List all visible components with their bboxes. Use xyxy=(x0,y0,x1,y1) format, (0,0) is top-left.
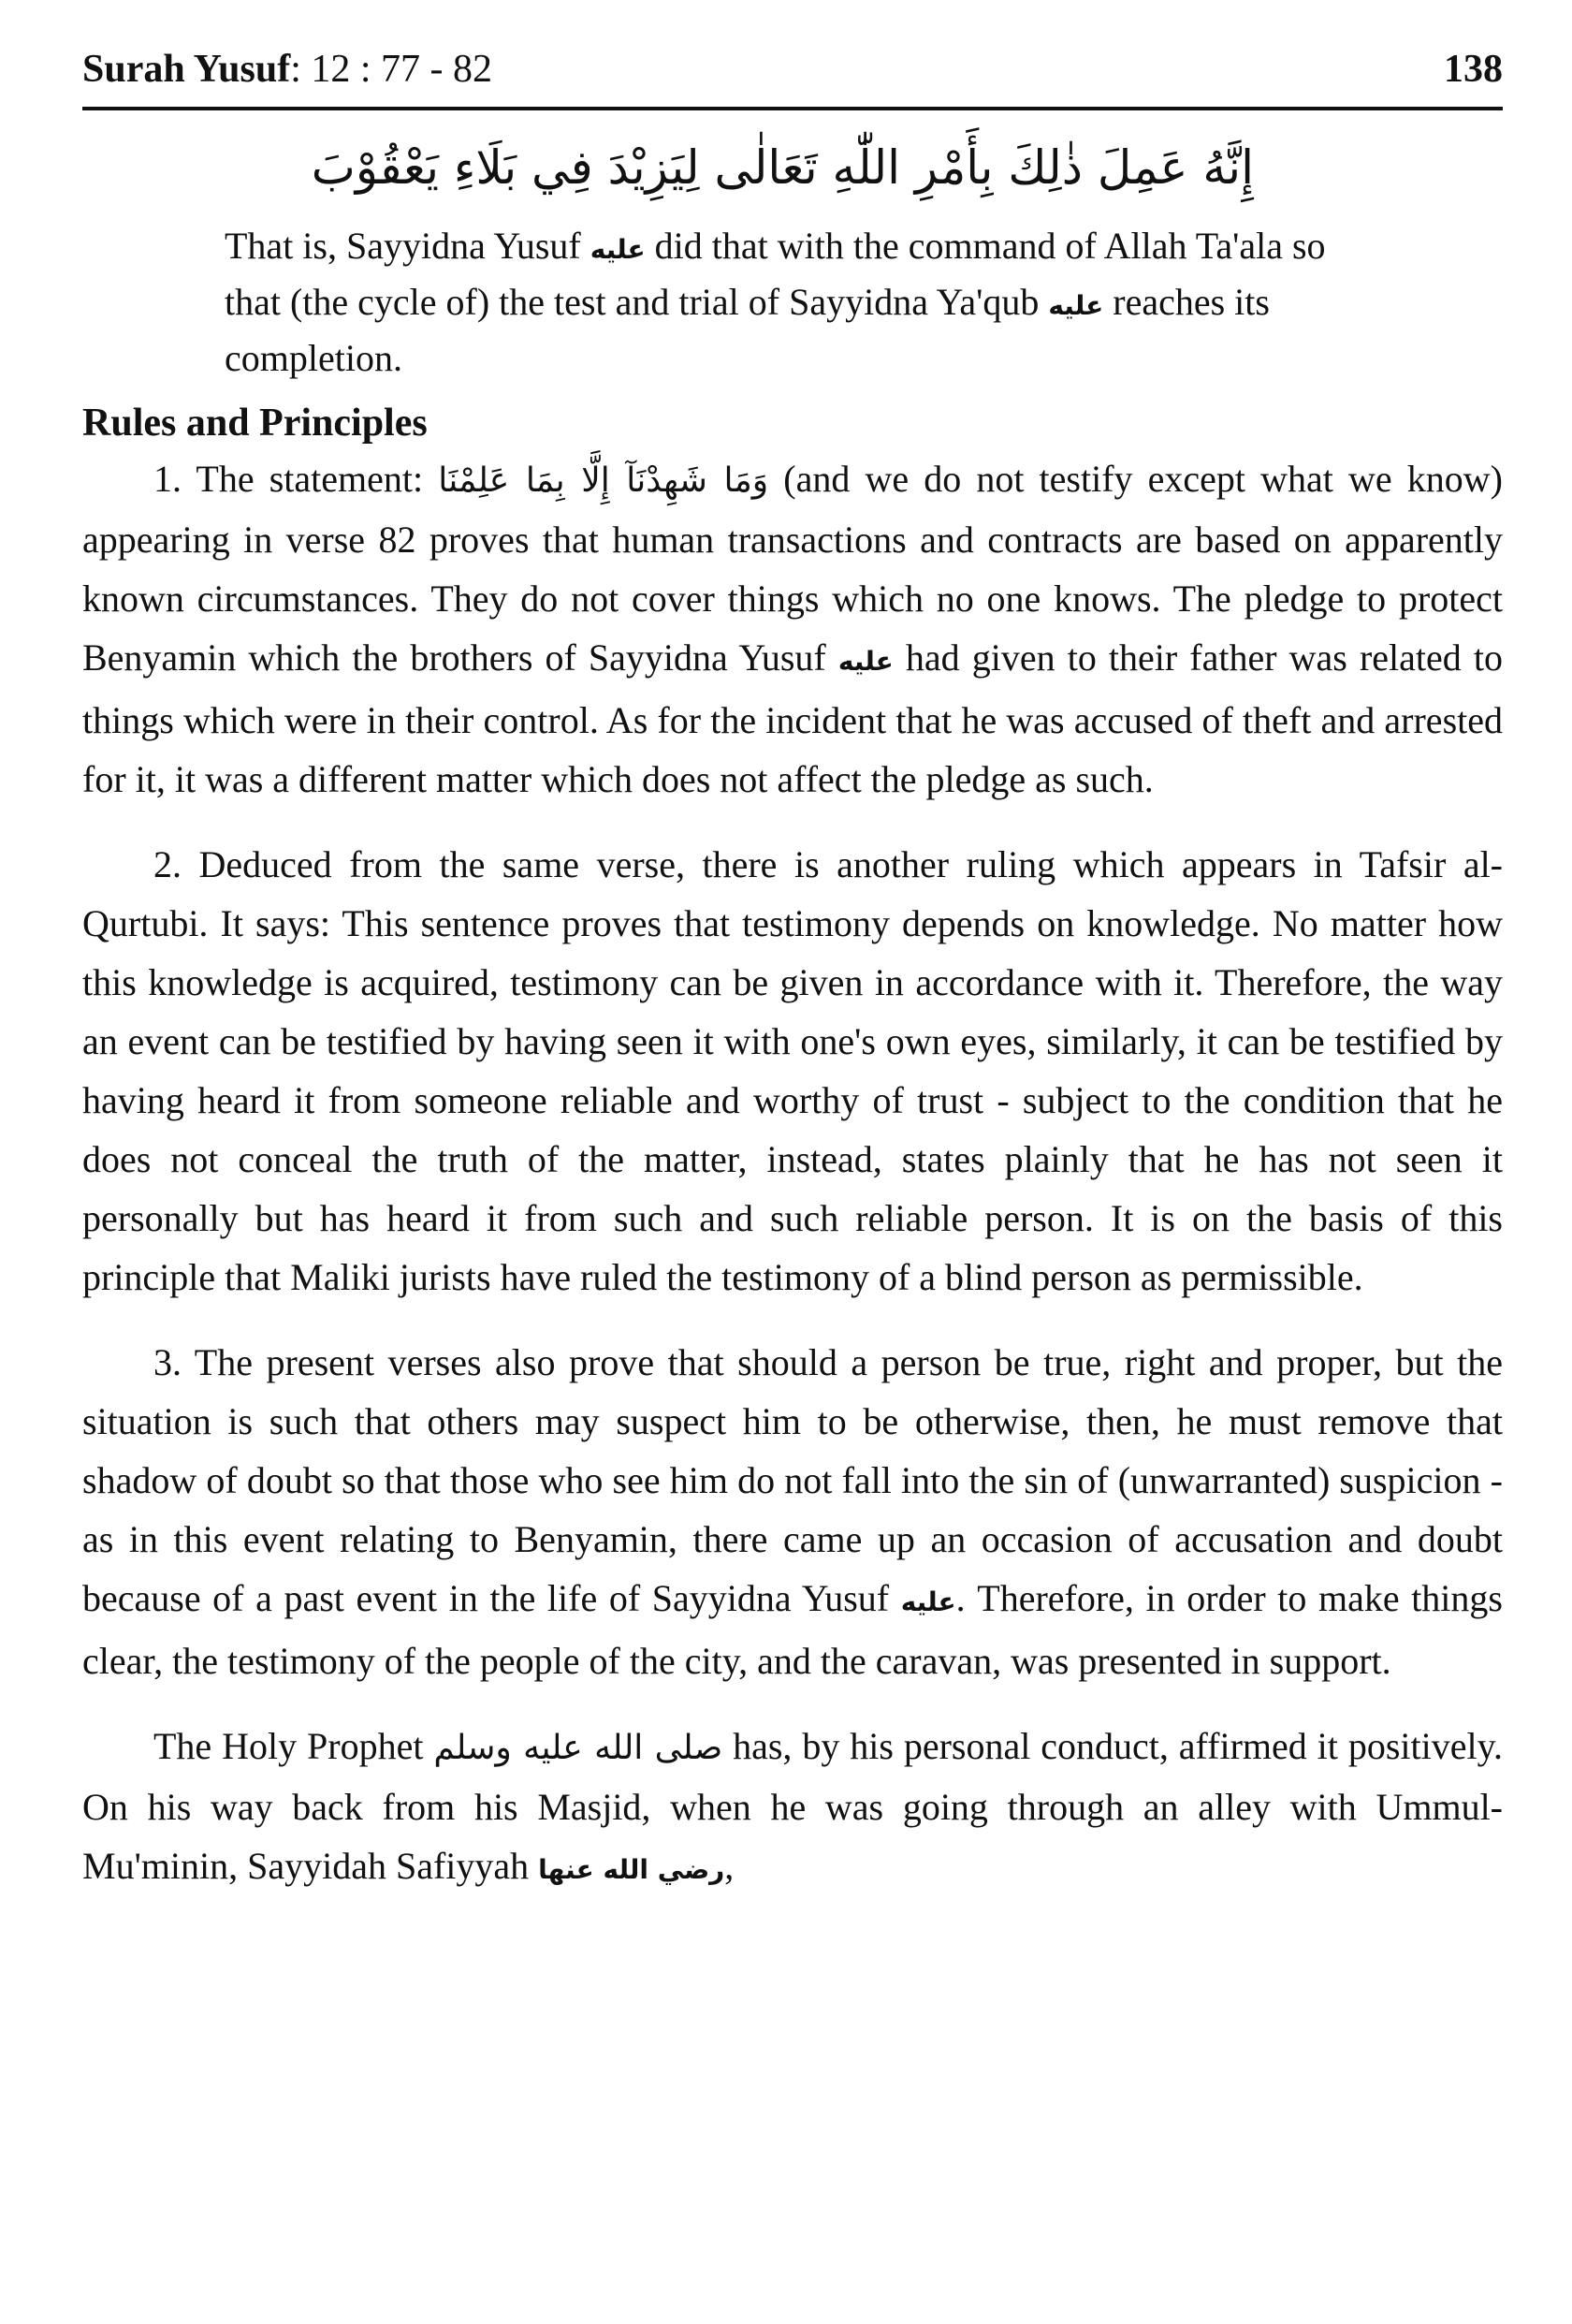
honorific-glyph: رضي الله عنها xyxy=(538,1854,725,1885)
paragraph-rule-3: 3. The present verses also prove that should a person be true, right and proper, but the situation is such that others may suspect him to be otherwise, then, he must remove that shadow of doubt so that those who see him do not fall into the sin of (unwarranted) suspicion - as in this event relating to Benyamin, there came up an occasion of accusation and doubt because of a past event in the life of Sayyidna Yusuf عليه. Therefore, in order to make things clear, the testimony of the people of the city, and the caravan, was presented in support. xyxy=(82,1341,1503,1682)
body-text xyxy=(82,449,1503,1899)
honorific-glyph: عليه xyxy=(590,234,646,265)
paragraph-holy-prophet: The Holy Prophet صلى الله عليه وسلم has, by his personal conduct, affirmed it positively. On his way back from his Masjid, when he was going through an alley with Ummul-Mu'minin, Sayyidah Safiyyah رضي الله عنها, xyxy=(82,1725,1504,1887)
arabic-verse: إِنَّهُ عَمِلَ ذٰلِكَ بِأَمْرِ اللّٰهِ تَعَالٰى لِيَزِيْدَ فِي بَلَاءِ يَعْقُوْبَ xyxy=(311,140,1254,195)
arabic-quote: وَمَا شَهِدْنَآ إِلَّا بِمَا عَلِمْنَا xyxy=(438,461,769,500)
honorific-glyph: عليه xyxy=(1048,290,1104,321)
verse-reference: : 12 : 77 - 82 xyxy=(290,48,493,91)
header-rule xyxy=(82,107,1503,110)
section-heading: Rules and Principles xyxy=(82,402,428,445)
paragraph-rule-1: 1. The statement: وَمَا شَهِدْنَآ إِلَّا بِمَا عَلِمْنَا (and we do not testify except what we know) appearing in verse 82 proves that human transactions and contracts are based on apparently known circumstances. They do not cover things which no one knows. The pledge to protect Benyamin which the brothers of Sayyidna Yusuf عليه had given to their father was related to things which were in their control. As for the incident that he was accused of theft and arrested for it, it was a different matter which does not affect the pledge as such. xyxy=(82,458,1503,800)
running-header xyxy=(82,45,1503,107)
verse-explanation xyxy=(225,220,1376,385)
page-number: 138 xyxy=(1444,48,1503,91)
arabic-salutation: صلى الله عليه وسلم xyxy=(433,1729,723,1767)
surah-label: Surah Yusuf xyxy=(82,48,291,91)
paragraph-rule-2: 2. Deduced from the same verse, there is another ruling which appears in Tafsir al-Qurtubi. It says: This sentence proves that testimony depends on knowledge. No matter how this knowledge is acquired, testimony can be given in accordance with it. Therefore, the way an event can be testified by having seen it with one's own eyes, similarly, it can be testified by having heard it from someone reliable and worthy of trust - subject to the condition that he does not conceal the truth of the matter, instead, states plainly that he has not seen it personally but has heard it from such and such reliable person. It is on the basis of this principle that Maliki jurists have ruled the testimony of a blind person as permissible. xyxy=(82,843,1503,1298)
honorific-glyph: عليه xyxy=(837,646,894,677)
header-title xyxy=(82,47,492,92)
honorific-glyph: عليه xyxy=(900,1586,956,1617)
explanation-paragraph: That is, Sayyidna Yusuf عليه did that with the command of Allah Ta'ala so that (the cycle of) the test and trial of Sayyidna Ya'qub عليه reaches its completion. xyxy=(225,225,1326,379)
